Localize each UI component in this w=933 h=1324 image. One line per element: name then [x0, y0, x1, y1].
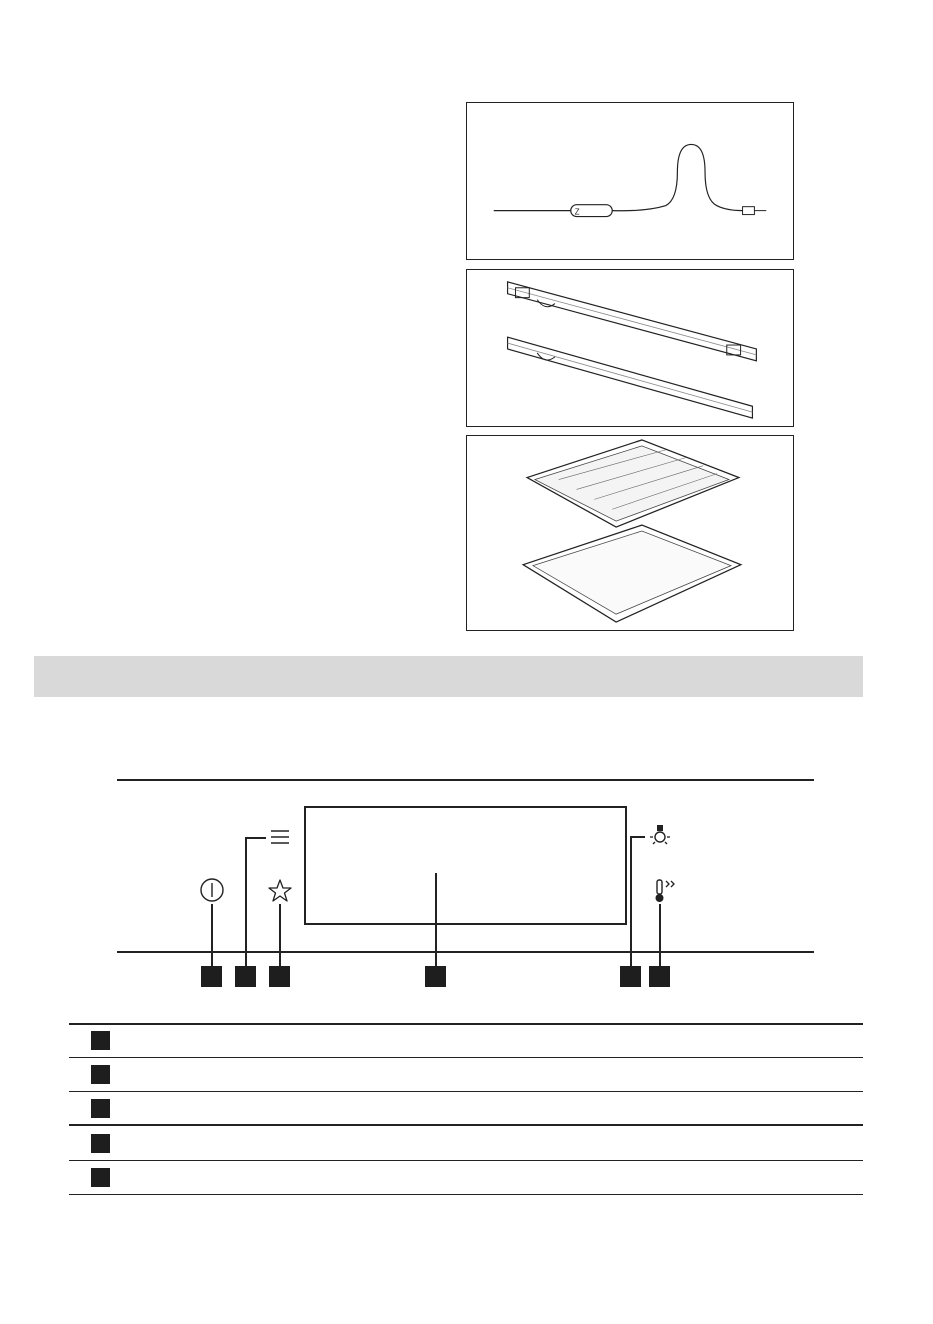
leader-line-2 [245, 837, 247, 966]
table-row [69, 1058, 863, 1092]
baking-trays-drawing [467, 436, 793, 630]
leader-line-3 [279, 904, 281, 966]
leader-line-2-stub [245, 837, 266, 839]
telescopic-runners-illustration [466, 269, 794, 427]
row-number-box [91, 1134, 110, 1153]
marker-6 [649, 966, 670, 987]
row-number-box [91, 1099, 110, 1118]
section-header-bar [34, 656, 863, 697]
core-temperature-sensor-drawing [467, 103, 793, 259]
core-temperature-sensor-illustration [466, 102, 794, 260]
display [304, 806, 627, 925]
marker-4 [425, 966, 446, 987]
table-row [69, 1024, 863, 1058]
favourite-star-icon[interactable] [267, 878, 293, 904]
leader-line-5 [630, 836, 632, 966]
leader-line-6 [659, 904, 661, 966]
marker-3 [269, 966, 290, 987]
row-number-box [91, 1031, 110, 1050]
lamp-icon[interactable] [647, 823, 673, 849]
marker-5 [620, 966, 641, 987]
leader-line-4 [435, 873, 437, 966]
leader-line-5-stub [630, 836, 645, 838]
row-number-box [91, 1065, 110, 1084]
table-row [69, 1161, 863, 1195]
marker-2 [235, 966, 256, 987]
telescopic-runners-drawing [467, 270, 793, 426]
menu-icon[interactable] [270, 828, 290, 846]
table-row [69, 1092, 863, 1126]
power-icon[interactable] [199, 877, 225, 903]
table-row [69, 1127, 863, 1161]
row-number-box [91, 1168, 110, 1187]
marker-1 [201, 966, 222, 987]
control-panel-top-edge [117, 779, 814, 781]
svg-text:Z: Z [574, 207, 580, 217]
leader-line-1 [211, 904, 213, 966]
fast-heat-up-icon[interactable] [651, 878, 679, 904]
control-panel-bottom-edge [117, 951, 814, 953]
baking-trays-illustration [466, 435, 794, 631]
